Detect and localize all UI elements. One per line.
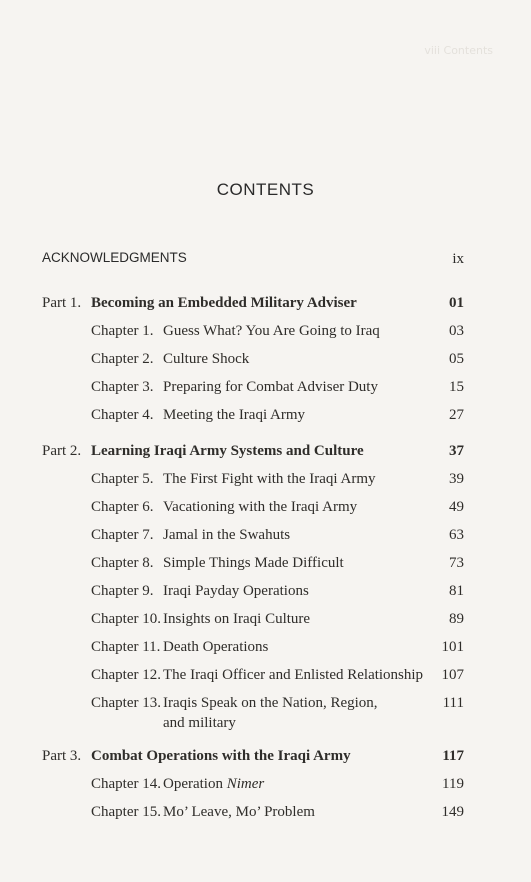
toc-chapter-2	[42, 351, 464, 373]
toc-chapter-10	[42, 611, 464, 633]
part-page: 01	[449, 295, 464, 311]
chapter-number: Chapter 13.	[91, 695, 161, 711]
chapter-title: Simple Things Made Difficult	[163, 555, 344, 571]
chapter-page: 49	[449, 499, 464, 515]
chapter-title	[163, 776, 264, 793]
chapter-page: 03	[449, 323, 464, 339]
chapter-title: Vacationing with the Iraqi Army	[163, 499, 358, 515]
chapter-number: Chapter 6.	[91, 499, 154, 515]
chapter-number: Chapter 9.	[91, 583, 154, 599]
chapter-page: 27	[449, 407, 464, 423]
chapter-number: Chapter 3.	[91, 379, 154, 395]
chapter-page: 89	[449, 611, 464, 627]
chapter-number: Chapter 2.	[91, 351, 154, 367]
part-number: Part 1.	[42, 295, 82, 311]
chapter-title: Preparing for Combat Adviser Duty	[163, 379, 378, 395]
part-title: Becoming an Embedded Military Adviser	[91, 295, 357, 311]
chapter-title: Mo’ Leave, Mo’ Problem	[163, 804, 315, 820]
part-page: 117	[442, 748, 464, 764]
chapter-title: Jamal in the Swahuts	[163, 527, 291, 543]
running-head: viii Contents	[424, 44, 493, 57]
chapter-number: Chapter 1.	[91, 323, 154, 339]
chapter-number: Chapter 15.	[91, 804, 161, 820]
chapter-number: Chapter 14.	[91, 776, 161, 792]
page-title: CONTENTS	[216, 180, 315, 199]
chapter-number: Chapter 12.	[91, 667, 161, 683]
chapter-number: Chapter 10.	[91, 611, 161, 627]
toc-entry-acknowledgments	[42, 250, 464, 270]
toc-chapter-8	[42, 555, 464, 577]
chapter-page: 81	[449, 583, 464, 599]
part-page: 37	[449, 443, 464, 459]
chapter-title-text: Operation	[163, 776, 227, 792]
chapter-page: 101	[441, 639, 464, 655]
toc-chapter-3	[42, 379, 464, 401]
toc-chapter-5	[42, 471, 464, 493]
chapter-page: 111	[442, 695, 464, 711]
toc-chapter-15	[42, 804, 464, 826]
toc-part-2	[42, 443, 464, 465]
chapter-page: 63	[449, 527, 464, 543]
part-title: Learning Iraqi Army Systems and Culture	[91, 443, 364, 459]
chapter-title: The First Fight with the Iraqi Army	[163, 471, 376, 487]
chapter-number: Chapter 5.	[91, 471, 154, 487]
chapter-title-continuation: and military	[163, 715, 236, 731]
chapter-title: Insights on Iraqi Culture	[163, 611, 311, 627]
chapter-page: 119	[442, 776, 464, 792]
chapter-title: Guess What? You Are Going to Iraq	[163, 323, 380, 339]
toc-chapter-1	[42, 323, 464, 345]
chapter-number: Chapter 4.	[91, 407, 154, 423]
toc-chapter-7	[42, 527, 464, 549]
part-number: Part 2.	[42, 443, 82, 459]
chapter-title: Death Operations	[163, 639, 269, 655]
chapter-page: 15	[449, 379, 464, 395]
chapter-page: 39	[449, 471, 464, 487]
chapter-title: Meeting the Iraqi Army	[163, 407, 306, 423]
chapter-page: 107	[441, 667, 464, 683]
chapter-page: 149	[441, 804, 464, 820]
chapter-number: Chapter 7.	[91, 527, 154, 543]
toc-entry-page: ix	[452, 251, 464, 267]
chapter-title: Culture Shock	[163, 351, 250, 367]
chapter-number: Chapter 8.	[91, 555, 154, 571]
toc-chapter-4	[42, 407, 464, 429]
toc-chapter-13	[42, 695, 464, 737]
toc-part-3	[42, 748, 464, 770]
toc-chapter-12	[42, 667, 464, 689]
chapter-page: 73	[449, 555, 464, 571]
chapter-title-emphasis: Nimer	[226, 776, 265, 792]
toc-chapter-9	[42, 583, 464, 605]
chapter-number: Chapter 11.	[91, 639, 161, 655]
part-number: Part 3.	[42, 748, 82, 764]
toc-part-1	[42, 295, 464, 317]
toc-chapter-6	[42, 499, 464, 521]
chapter-title: Iraqi Payday Operations	[163, 583, 309, 599]
chapter-page: 05	[449, 351, 464, 367]
toc-chapter-11	[42, 639, 464, 661]
part-title: Combat Operations with the Iraqi Army	[91, 748, 351, 764]
chapter-title: The Iraqi Officer and Enlisted Relationship	[163, 667, 424, 683]
toc-entry-label: ACKNOWLEDGMENTS	[42, 250, 187, 265]
chapter-title: Iraqis Speak on the Nation, Region,	[163, 695, 378, 711]
toc-chapter-14	[42, 776, 464, 798]
